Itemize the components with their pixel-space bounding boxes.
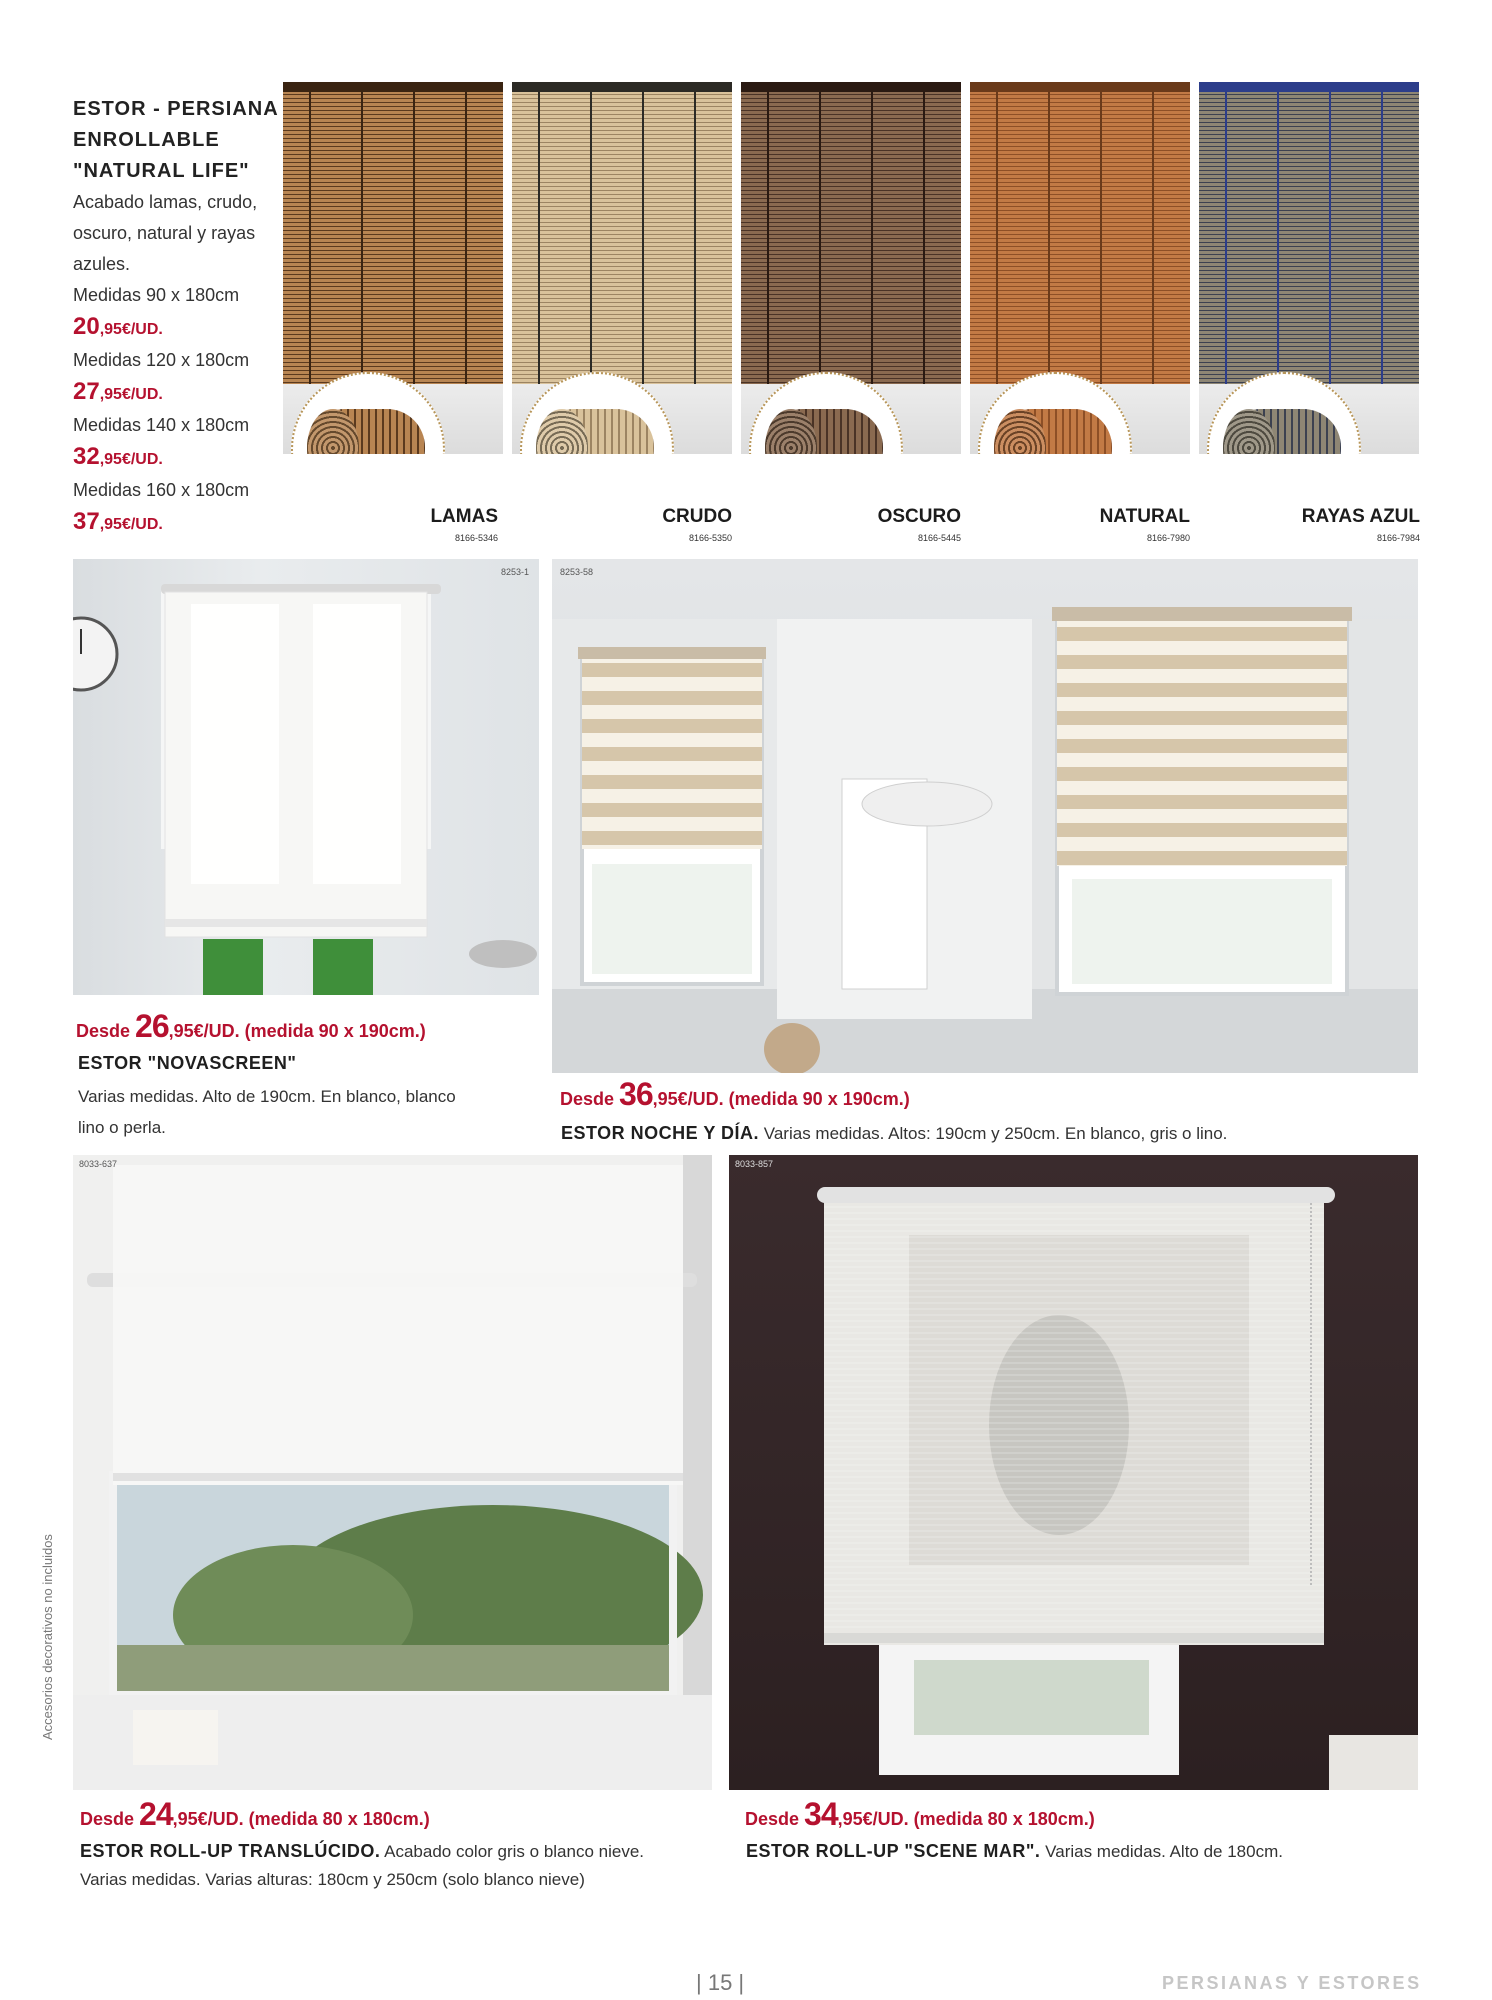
zebra-stripe [1057,627,1347,641]
product-code: 8033-857 [735,1159,774,1169]
product-code: 8253-1 [500,567,529,577]
window-view-left [203,939,263,995]
scene-mar-photo [729,1155,1418,1790]
zebra-stripe [582,719,762,733]
zebra-stripe [1057,851,1347,865]
translucido-price [80,1796,430,1833]
blind-bottom-bar [165,919,427,927]
natural-life-desc-3: azules. [73,254,131,274]
swatch-oscuro [741,82,961,454]
novascreen-description [78,1081,548,1143]
window-view [914,1660,1149,1735]
blind-pane-right [313,604,401,884]
window-view-right [313,939,373,995]
zebra-stripe [582,663,762,677]
wall-edge [683,1155,712,1790]
swatch-name-crudo: CRUDO [662,506,732,527]
swatch-code-oscuro: 8166-5445 [917,533,961,543]
zebra-stripe [1057,795,1347,809]
zebra-stripe [1057,823,1347,837]
printed-tree [989,1315,1129,1535]
scene-mar-description: Varias medidas. Alto de 180cm. [1040,1842,1283,1861]
noche-dia-caption [561,1118,1227,1149]
natural-life-desc-1: Acabado lamas, crudo, [73,192,258,212]
noche-dia-description: Varias medidas. Altos: 190cm y 250cm. En blanco, gris o lino. [759,1124,1228,1143]
blind-roller [817,1187,1335,1203]
swatch-code-lamas: 8166-5346 [454,533,498,543]
price-90-big: 20 [73,313,100,340]
zebra-stripe [1057,655,1347,669]
price-small: ,95€/UD. (medida 90 x 190cm.) [168,1021,426,1041]
wall-clock [73,618,117,690]
translucido-title: ESTOR ROLL-UP TRANSLÚCIDO. [80,1841,381,1861]
natural-life-title-2: ENROLLABLE [73,129,220,151]
swatch-code-crudo: 8166-5350 [688,533,732,543]
window-view-left [592,864,752,974]
novascreen-illustration [73,559,539,995]
translucido-photo [73,1155,712,1790]
ground [113,1645,673,1695]
size-label-140: Medidas 140 x 180cm [73,415,250,435]
price-160-big: 37 [73,508,100,535]
price-big: 36 [619,1076,653,1112]
translucido-illustration [73,1155,712,1790]
natural-life-info [73,94,283,540]
blind-bottom-bar [113,1473,683,1481]
price-160-small: ,95€/UD. [99,516,163,533]
novascreen-price [76,1008,426,1045]
swatch-name-lamas: LAMAS [430,506,498,527]
swatch-lamas [283,82,503,454]
blind-pane-left [191,604,279,884]
price-140-big: 32 [73,443,100,470]
zebra-stripe [582,775,762,789]
product-code: 8033-637 [79,1159,118,1169]
price-120 [73,376,283,410]
price-140-small: ,95€/UD. [99,451,163,468]
price-160 [73,506,283,540]
natural-life-title-1: ESTOR - PERSIANA [73,98,279,120]
swatch-code-rayas-azul: 8166-7984 [1376,533,1420,543]
decorative-bowl [469,940,537,968]
noche-dia-photo [552,559,1418,1073]
window-view-right [1072,879,1332,984]
price-prefix: Desde [560,1089,620,1109]
novascreen-title: ESTOR "NOVASCREEN" [78,1053,297,1073]
size-label-160: Medidas 160 x 180cm [73,480,250,500]
zebra-stripe [1057,711,1347,725]
blind-bottom-bar [824,1633,1324,1643]
translucido-description-line-2: Varias medidas. Varias alturas: 180cm y 250cm (solo blanco nieve) [80,1870,585,1889]
price-120-big: 27 [73,378,100,405]
product-code: 8253-58 [560,567,594,577]
zebra-stripe [1057,683,1347,697]
size-label-90: Medidas 90 x 180cm [73,285,240,305]
zebra-stripe [582,803,762,817]
swatch-name-natural: NATURAL [1099,506,1190,527]
scene-mar-price [745,1796,1095,1833]
natural-life-desc-2: oscuro, natural y rayas [73,223,256,243]
price-90-small: ,95€/UD. [99,321,163,338]
price-big: 34 [804,1796,838,1832]
zebra-stripe [582,691,762,705]
noche-dia-price [560,1076,910,1113]
price-small: ,95€/UD. (medida 80 x 180cm.) [172,1809,430,1829]
price-small: ,95€/UD. (medida 90 x 190cm.) [652,1089,910,1109]
price-big: 24 [139,1796,173,1832]
noche-dia-title: ESTOR NOCHE Y DÍA. [561,1123,760,1143]
novascreen-photo [73,559,539,995]
scene-mar-caption [746,1836,1283,1867]
page-number: | 15 | [696,1970,745,1995]
noche-dia-illustration [552,559,1418,1073]
swatch-rayas-azul [1199,82,1419,454]
zebra-stripe [582,831,762,845]
price-120-small: ,95€/UD. [99,386,163,403]
swatch-code-natural: 8166-7980 [1146,533,1190,543]
decorative-lamp [133,1710,218,1765]
price-prefix: Desde [745,1809,805,1829]
swatch-name-oscuro: OSCURO [877,506,961,527]
novascreen-desc-line-2: lino o perla. [78,1118,166,1137]
zebra-stripe [1057,767,1347,781]
translucent-blind [113,1165,683,1485]
scene-mar-illustration [729,1155,1418,1790]
swatch-natural [970,82,1190,454]
novascreen-desc-line-1: Varias medidas. Alto de 190cm. En blanco, blanco [78,1087,456,1106]
swatch-crudo [512,82,732,454]
translucido-caption [80,1836,644,1867]
ceiling-lamp [862,782,992,826]
price-90 [73,311,283,345]
price-big: 26 [135,1008,169,1044]
size-label-120: Medidas 120 x 180cm [73,350,250,370]
price-140 [73,441,283,475]
side-note: Accesorios decorativos no incluidos [40,1534,55,1740]
price-prefix: Desde [80,1809,140,1829]
blind-cassette [578,647,766,659]
price-prefix: Desde [76,1021,136,1041]
natural-life-title-3: "NATURAL LIFE" [73,160,250,182]
decorative-chairs [1329,1735,1418,1790]
scene-mar-title: ESTOR ROLL-UP "SCENE MAR". [746,1841,1041,1861]
zebra-stripe [582,747,762,761]
decorative-vase [764,1023,820,1073]
swatch-name-rayas-azul: RAYAS AZUL [1301,506,1420,527]
zebra-stripe [1057,739,1347,753]
blind-cassette [1052,607,1352,621]
section-title: PERSIANAS Y ESTORES [1162,1973,1422,1993]
price-small: ,95€/UD. (medida 80 x 180cm.) [837,1809,1095,1829]
translucido-description: Acabado color gris o blanco nieve. [380,1842,645,1861]
